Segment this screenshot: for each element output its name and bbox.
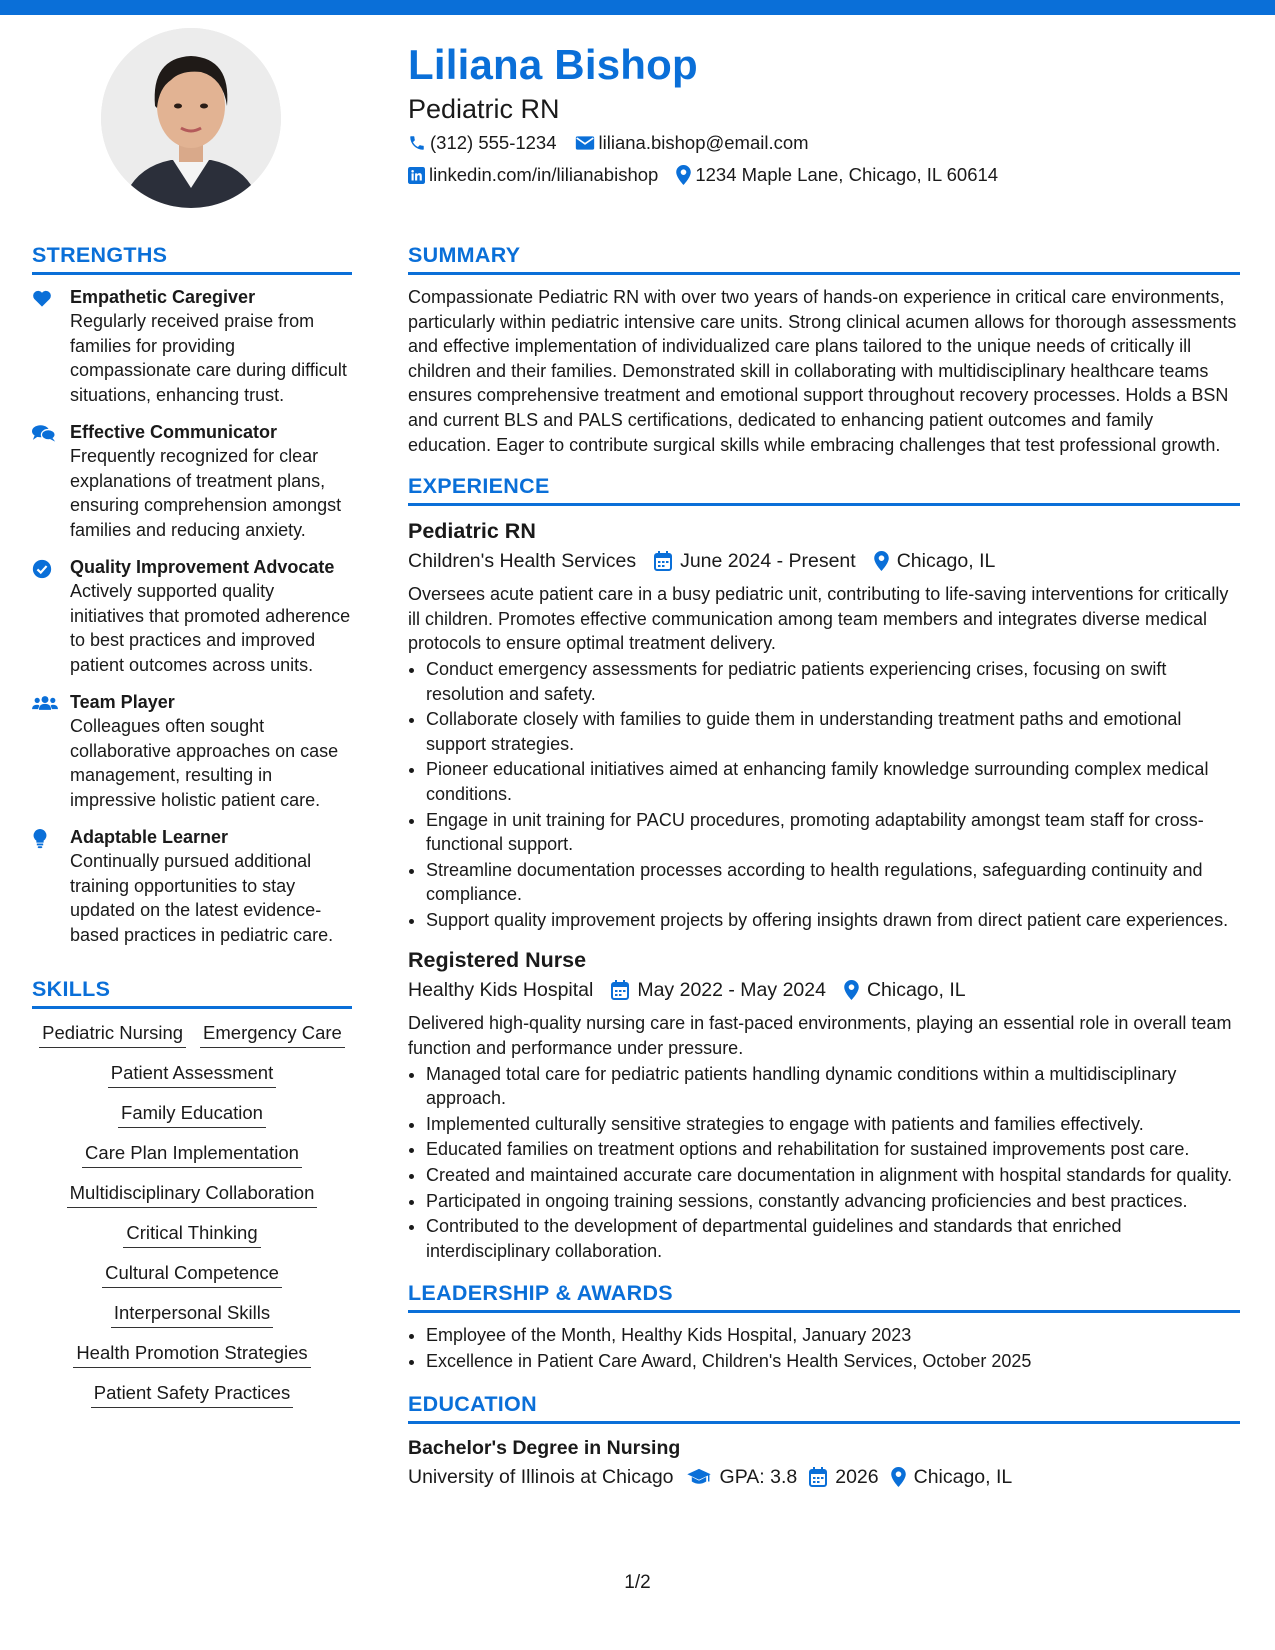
section-divider bbox=[32, 1006, 352, 1009]
phone-icon bbox=[408, 134, 426, 152]
job-description: Delivered high-quality nursing care in fast-paced environments, playing an essential role in overall team function and performance under pressure. bbox=[408, 1013, 1232, 1059]
phone-contact bbox=[408, 128, 557, 158]
skill-tag: Health Promotion Strategies bbox=[73, 1339, 310, 1368]
bullet-item: • Managed total care for pediatric patients handling dynamic conditions within a multidisciplinary approach. bbox=[426, 1062, 1240, 1111]
candidate-name: Liliana Bishop bbox=[408, 41, 698, 88]
skill-tag: Cultural Competence bbox=[102, 1259, 282, 1288]
strength-desc: Frequently recognized for clear explanations of treatment plans, ensuring comprehension amongst families and reducing anxiety. bbox=[70, 446, 342, 540]
job-bullets bbox=[408, 1062, 1240, 1264]
users-icon bbox=[32, 694, 58, 712]
calendar-icon bbox=[611, 980, 629, 1000]
map-marker-icon bbox=[874, 551, 889, 571]
job-meta bbox=[408, 546, 1240, 576]
bullet-item: • Created and maintained accurate care documentation in alignment with hospital standards for quality. bbox=[426, 1163, 1240, 1188]
resume-header bbox=[408, 40, 1248, 190]
school-name: University of Illinois at Chicago bbox=[408, 1465, 674, 1488]
job-meta bbox=[408, 975, 1240, 1005]
strength-desc: Continually pursued additional training opportunities to stay updated on the latest evidence-based practices in pediatric care. bbox=[70, 851, 334, 945]
right-column bbox=[408, 240, 1240, 1492]
summary-heading: SUMMARY bbox=[408, 243, 521, 267]
education-location: Chicago, IL bbox=[913, 1465, 1013, 1488]
bullet-item: • Educated families on treatment options and rehabilitation for sustained improvements post care. bbox=[426, 1137, 1240, 1162]
strength-title: Adaptable Learner bbox=[70, 827, 229, 847]
bullet-item: • Conduct emergency assessments for pediatric patients experiencing crises, focusing on swift resolution and safety. bbox=[426, 657, 1240, 706]
page-number: 1/2 bbox=[624, 1572, 651, 1593]
company-name: Children's Health Services bbox=[408, 550, 637, 573]
skill-tag: Emergency Care bbox=[200, 1019, 345, 1048]
degree-title: Bachelor's Degree in Nursing bbox=[408, 1436, 681, 1459]
award-item: • Employee of the Month, Healthy Kids Hospital, January 2023 bbox=[426, 1323, 1240, 1348]
job-entry bbox=[408, 516, 1240, 932]
section-divider bbox=[408, 1310, 1240, 1313]
skill-tag: Patient Safety Practices bbox=[91, 1379, 293, 1408]
section-divider bbox=[408, 1421, 1240, 1424]
email-contact[interactable] bbox=[575, 128, 809, 158]
job-dates: June 2024 - Present bbox=[680, 550, 856, 573]
graduation-cap-icon bbox=[686, 1468, 712, 1486]
job-title: Pediatric RN bbox=[408, 519, 536, 544]
job-dates: May 2022 - May 2024 bbox=[637, 979, 826, 1002]
calendar-icon bbox=[654, 551, 672, 571]
skill-tag: Family Education bbox=[118, 1099, 266, 1128]
skill-tag: Critical Thinking bbox=[123, 1219, 260, 1248]
bullet-item: • Participated in ongoing training sessions, constantly advancing proficiencies and best practices. bbox=[426, 1189, 1240, 1214]
phone-text: (312) 555-1234 bbox=[430, 132, 557, 153]
strength-item bbox=[32, 285, 352, 407]
candidate-role: Pediatric RN bbox=[408, 94, 560, 124]
bullet-item: • Collaborate closely with families to guide them in understanding treatment paths and emotional support strategies. bbox=[426, 707, 1240, 756]
job-bullets bbox=[408, 657, 1240, 933]
gpa-text: GPA: 3.8 bbox=[719, 1465, 798, 1488]
job-description: Oversees acute patient care in a busy pediatric unit, contributing to life-saving interventions for critically ill children. Promotes effective communication among team members and integrates diverse medical protocols to ensure optimal treatment delivery. bbox=[408, 584, 1229, 654]
strength-desc: Colleagues often sought collaborative approaches on case management, resulting in impressive holistic patient care. bbox=[70, 716, 339, 810]
heart-icon bbox=[32, 289, 52, 307]
section-divider bbox=[408, 272, 1240, 275]
bullet-item: • Engage in unit training for PACU procedures, promoting adaptability amongst team staff for cross-functional support. bbox=[426, 808, 1240, 857]
address-contact bbox=[676, 160, 998, 190]
comments-icon bbox=[32, 424, 56, 442]
strengths-heading: STRENGTHS bbox=[32, 243, 168, 267]
map-marker-icon bbox=[844, 980, 859, 1000]
awards-list bbox=[408, 1323, 1240, 1373]
strength-title: Effective Communicator bbox=[70, 422, 278, 442]
skills-heading: SKILLS bbox=[32, 977, 111, 1001]
strength-title: Empathetic Caregiver bbox=[70, 287, 256, 307]
skills-list bbox=[32, 1019, 352, 1408]
bullet-item: • Support quality improvement projects by offering insights drawn from direct patient care experiences. bbox=[426, 908, 1240, 933]
job-location: Chicago, IL bbox=[866, 979, 966, 1002]
calendar-icon bbox=[809, 1467, 827, 1487]
skill-tag: Multidisciplinary Collaboration bbox=[67, 1179, 318, 1208]
education-year: 2026 bbox=[835, 1465, 879, 1488]
check-circle-icon bbox=[32, 559, 52, 579]
education-heading: EDUCATION bbox=[408, 1391, 537, 1416]
strength-item bbox=[32, 555, 352, 677]
summary-text: Compassionate Pediatric RN with over two years of hands-on experience in critical care environments, particularly within pediatric intensive care units. Strong clinical acumen allows for thorough assessments and effective implementation of individualized care plans tailored to the unique needs of critically ill children and their families. Demonstrated skill in collaborating with multidisciplinary healthcare teams ensures comprehensive treatment and emotional support throughout recovery processes. Holds a BSN and current BLS and PALS certifications, dedicated to enhancing patient outcomes and family education. Eager to contribute surgical skills while embracing challenges that test professional growth. bbox=[408, 287, 1237, 455]
left-column bbox=[32, 240, 352, 1419]
strength-item bbox=[32, 825, 352, 947]
section-divider bbox=[408, 503, 1240, 506]
lightbulb-icon bbox=[32, 829, 48, 849]
linkedin-icon bbox=[408, 167, 425, 184]
bullet-item: • Pioneer educational initiatives aimed at enhancing family knowledge surrounding complex medical conditions. bbox=[426, 757, 1240, 806]
contact-row-2 bbox=[408, 160, 1248, 190]
contact-row-1 bbox=[408, 128, 1248, 158]
map-marker-icon bbox=[676, 165, 691, 185]
profile-photo bbox=[101, 28, 281, 208]
bullet-item: • Implemented culturally sensitive strategies to engage with patients and families effectively. bbox=[426, 1112, 1240, 1137]
section-divider bbox=[32, 272, 352, 275]
skill-tag: Pediatric Nursing bbox=[39, 1019, 186, 1048]
envelope-icon bbox=[575, 135, 595, 151]
address-text: 1234 Maple Lane, Chicago, IL 60614 bbox=[695, 164, 999, 185]
award-item: • Excellence in Patient Care Award, Children's Health Services, October 2025 bbox=[426, 1349, 1240, 1374]
strength-title: Quality Improvement Advocate bbox=[70, 557, 335, 577]
bullet-item: • Contributed to the development of departmental guidelines and standards that enriched interdisciplinary collaboration. bbox=[426, 1214, 1240, 1263]
job-title: Registered Nurse bbox=[408, 948, 587, 973]
education-meta bbox=[408, 1462, 1240, 1492]
strength-title: Team Player bbox=[70, 692, 175, 712]
linkedin-contact[interactable] bbox=[408, 160, 658, 190]
job-entry bbox=[408, 945, 1240, 1263]
top-accent-bar bbox=[0, 0, 1275, 15]
strength-item bbox=[32, 420, 352, 542]
strength-desc: Actively supported quality initiatives that promoted adherence to best practices and improved patient outcomes across units. bbox=[70, 581, 351, 675]
company-name: Healthy Kids Hospital bbox=[408, 979, 594, 1002]
skill-tag: Patient Assessment bbox=[108, 1059, 276, 1088]
bullet-item: • Streamline documentation processes according to health regulations, safeguarding continuity and compliance. bbox=[426, 858, 1240, 907]
email-text: liliana.bishop@email.com bbox=[598, 132, 809, 153]
strength-item bbox=[32, 690, 352, 812]
linkedin-text: linkedin.com/in/lilianabishop bbox=[429, 164, 659, 185]
map-marker-icon bbox=[891, 1467, 906, 1487]
job-location: Chicago, IL bbox=[896, 550, 996, 573]
leadership-heading: LEADERSHIP & AWARDS bbox=[408, 1281, 673, 1306]
strength-desc: Regularly received praise from families for providing compassionate care during difficult situations, enhancing trust. bbox=[70, 311, 347, 405]
experience-heading: EXPERIENCE bbox=[408, 474, 550, 499]
skill-tag: Care Plan Implementation bbox=[82, 1139, 302, 1168]
skill-tag: Interpersonal Skills bbox=[111, 1299, 273, 1328]
